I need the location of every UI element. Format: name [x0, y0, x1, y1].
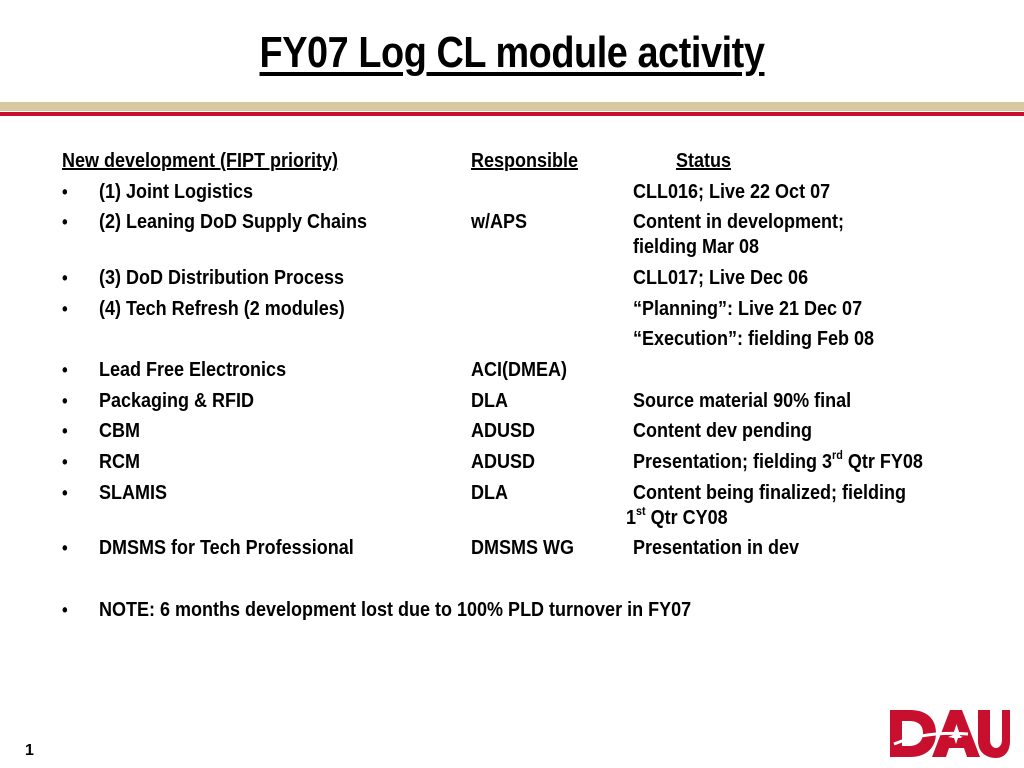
- item-status: [633, 450, 923, 474]
- page-number: 1: [25, 742, 34, 759]
- bullet: •: [62, 452, 68, 472]
- item-name: DMSMS for Tech Professional: [99, 537, 354, 559]
- item-status: “Planning”: Live 21 Dec 07: [633, 298, 863, 320]
- item-name: (3) DoD Distribution Process: [99, 267, 345, 289]
- development-header: New development (FIPT priority): [62, 150, 339, 172]
- item-status: Content dev pending: [633, 420, 813, 442]
- item-status-line2: “Execution”: fielding Feb 08: [633, 328, 875, 350]
- bullet: •: [62, 268, 68, 288]
- item-status: Content in development;: [633, 211, 845, 233]
- item-responsible: DMSMS WG: [471, 537, 574, 559]
- status-text: Presentation; fielding 3: [633, 451, 833, 473]
- dau-star-logo-icon: [888, 704, 1010, 767]
- item-responsible: DLA: [471, 482, 508, 504]
- status-superscript: rd: [832, 448, 843, 463]
- item-name: (4) Tech Refresh (2 modules): [99, 298, 345, 320]
- bullet: •: [62, 600, 68, 620]
- bullet: •: [62, 391, 68, 411]
- status-text: Qtr CY08: [645, 507, 728, 529]
- item-status: CLL016; Live 22 Oct 07: [633, 181, 831, 203]
- bullet: •: [62, 299, 68, 319]
- header-rule-tan: [0, 102, 1024, 111]
- item-status-line2: [626, 506, 728, 530]
- item-status: Content being finalized; fielding: [633, 482, 906, 504]
- item-responsible: DLA: [471, 390, 508, 412]
- item-responsible: ADUSD: [471, 451, 536, 473]
- item-responsible: ACI(DMEA): [471, 359, 567, 381]
- item-name: SLAMIS: [99, 482, 168, 504]
- note-text: NOTE: 6 months development lost due to 100% PLD turnover in FY07: [99, 599, 692, 621]
- header-rule-red: [0, 112, 1024, 116]
- item-responsible: ADUSD: [471, 420, 536, 442]
- item-status: CLL017; Live Dec 06: [633, 267, 809, 289]
- bullet: •: [62, 483, 68, 503]
- bullet: •: [62, 182, 68, 202]
- bullet: •: [62, 421, 68, 441]
- item-name: Lead Free Electronics: [99, 359, 287, 381]
- bullet: •: [62, 360, 68, 380]
- item-name: CBM: [99, 420, 140, 442]
- bullet: •: [62, 538, 68, 558]
- item-status-line2: fielding Mar 08: [633, 236, 760, 258]
- status-text: 1: [626, 507, 637, 529]
- item-name: Packaging & RFID: [99, 390, 255, 412]
- item-responsible: w/APS: [471, 211, 528, 233]
- item-name: (2) Leaning DoD Supply Chains: [99, 211, 368, 233]
- item-status: Presentation in dev: [633, 537, 800, 559]
- item-name: (1) Joint Logistics: [99, 181, 254, 203]
- status-text: Qtr FY08: [842, 451, 923, 473]
- bullet: •: [62, 212, 68, 232]
- item-status: Source material 90% final: [633, 390, 852, 412]
- item-name: RCM: [99, 451, 140, 473]
- responsible-header: Responsible: [471, 150, 579, 172]
- status-header: Status: [676, 150, 732, 172]
- status-superscript: st: [636, 504, 646, 519]
- slide-title: FY07 Log CL module activity: [259, 28, 765, 77]
